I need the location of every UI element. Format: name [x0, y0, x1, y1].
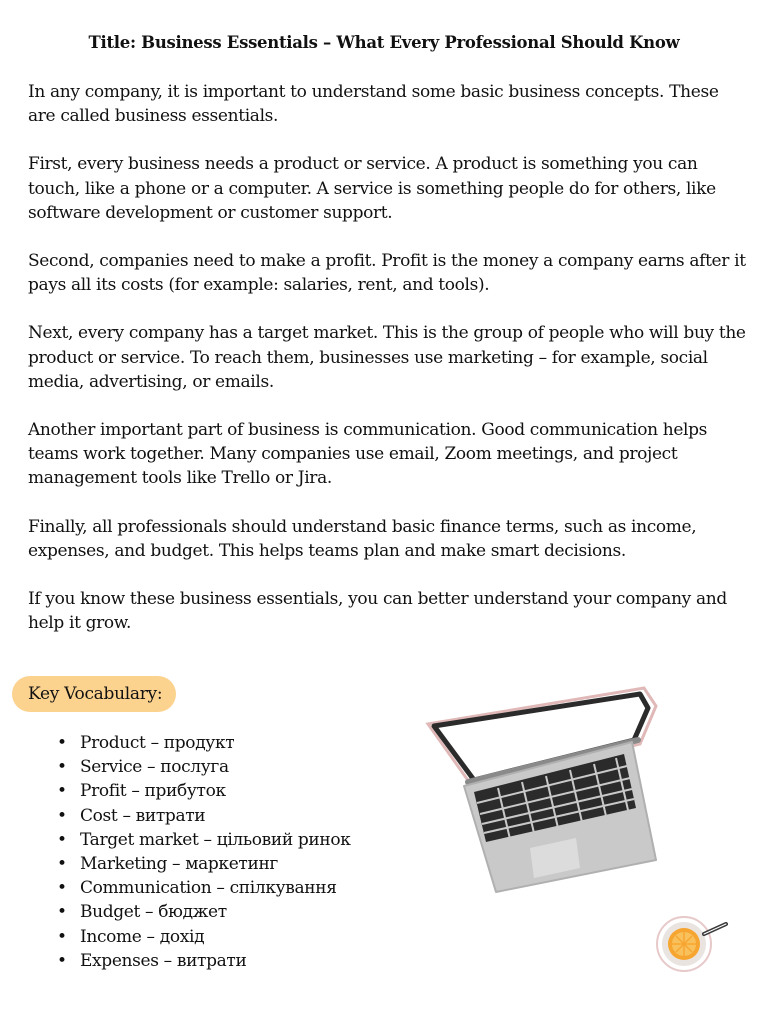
- body-text: [28, 80, 750, 659]
- vocabulary-term: Marketing – маркетинг: [80, 854, 278, 875]
- vocabulary-item: [52, 949, 351, 973]
- paragraph: Another important part of business is communication. Good communication helps teams work together. Many companies use email, Zoom meetings, and project management tools like Trello or Jira.: [28, 420, 708, 489]
- paragraph: First, every business needs a product or service. A product is something you can touch, like a phone or a computer. A service is something people do for others, like software development or customer support.: [28, 154, 716, 223]
- bullet-icon: •: [57, 854, 67, 875]
- vocabulary-item: [52, 828, 351, 852]
- bullet-icon: •: [57, 781, 67, 802]
- bullet-icon: •: [57, 757, 67, 778]
- vocabulary-item: [52, 900, 351, 924]
- bullet-icon: •: [57, 733, 67, 753]
- vocabulary-item: [52, 755, 351, 779]
- vocabulary-term: Service – послуга: [80, 757, 229, 778]
- laptop-icon: [418, 682, 660, 894]
- page-title: Title: Business Essentials – What Every Professional Should Know: [88, 33, 680, 52]
- key-vocabulary-heading: Key Vocabulary:: [12, 676, 176, 712]
- vocabulary-item: [52, 804, 351, 828]
- vocabulary-term: Product – продукт: [80, 733, 235, 753]
- paragraph: Finally, all professionals should understand basic finance terms, such as income, expenses, and budget. This helps teams plan and make smart decisions.: [28, 516, 697, 561]
- bullet-icon: •: [57, 829, 67, 850]
- vocabulary-item: [52, 731, 351, 755]
- paragraph: If you know these business essentials, you can better understand your company and help it grow.: [28, 589, 727, 634]
- vocabulary-item: [52, 852, 351, 876]
- coffee-cup-icon: [652, 910, 736, 976]
- vocabulary-item: [52, 779, 351, 803]
- paragraph: Next, every company has a target market. This is the group of people who will buy the product or service. To reach them, businesses use marketing – for example, social media, advertising, or emails.: [28, 323, 746, 392]
- vocabulary-term: Expenses – витрати: [80, 950, 247, 971]
- bullet-icon: •: [57, 878, 67, 899]
- vocabulary-term: Communication – спілкування: [80, 878, 337, 899]
- bullet-icon: •: [57, 950, 67, 971]
- vocabulary-term: Profit – прибуток: [80, 781, 226, 802]
- vocabulary-term: Budget – бюджет: [80, 902, 227, 923]
- vocabulary-item: [52, 876, 351, 900]
- paragraph: In any company, it is important to understand some basic business concepts. These are called business essentials.: [28, 82, 719, 127]
- bullet-icon: •: [57, 902, 67, 923]
- vocabulary-item: [52, 925, 351, 949]
- paragraph: Second, companies need to make a profit. Profit is the money a company earns after it pays all its costs (for example: salaries, rent, and tools).: [28, 251, 746, 296]
- bullet-icon: •: [57, 805, 67, 826]
- vocabulary-term: Target market – цільовий ринок: [80, 829, 351, 850]
- vocabulary-list: [52, 731, 351, 973]
- vocabulary-term: Income – дохід: [80, 926, 205, 947]
- bullet-icon: •: [57, 926, 67, 947]
- vocabulary-term: Cost – витрати: [80, 805, 206, 826]
